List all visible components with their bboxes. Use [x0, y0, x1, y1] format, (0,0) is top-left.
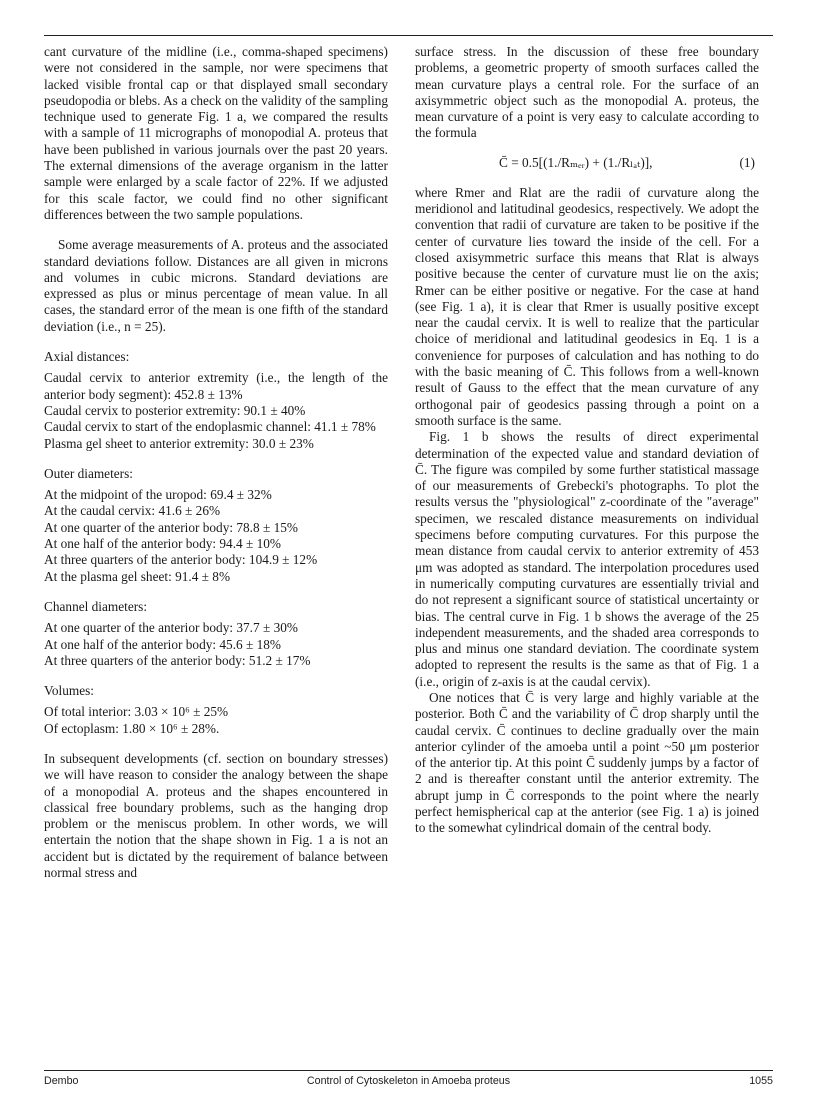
- list-item: Of total interior: 3.03 × 10⁶ ± 25%: [44, 704, 229, 720]
- list-item: At the caudal cervix: 41.6 ± 26%: [44, 503, 221, 519]
- channel-diameters-heading: Channel diameters:: [44, 598, 148, 614]
- list-item: Caudal cervix to anterior extremity (i.e., the length of the anterior body segment): 452.8 ± 13%: [44, 370, 388, 402]
- page-number: 1055: [749, 1075, 773, 1087]
- list-item: At one quarter of the anterior body: 78.8 ± 15%: [44, 519, 298, 535]
- footer-running-title: Control of Cytoskeleton in Amoeba proteus: [306, 1075, 511, 1087]
- footer-author: Dembo: [44, 1075, 79, 1087]
- equation-number: (1): [739, 154, 755, 170]
- list-item: At three quarters of the anterior body: 51.2 ± 17%: [44, 652, 311, 668]
- list-item: At three quarters of the anterior body: 104.9 ± 12%: [44, 552, 318, 568]
- list-item: At the midpoint of the uropod: 69.4 ± 32%: [44, 487, 272, 503]
- list-item: At the plasma gel sheet: 91.4 ± 8%: [44, 568, 231, 584]
- right-column: [415, 44, 759, 837]
- list-item: Of ectoplasm: 1.80 × 10⁶ ± 28%.: [44, 720, 220, 736]
- paragraph: cant curvature of the midline (i.e., comma-shaped specimens) were not considered in the sample, nor were specimens that lacked visible frontal cap or that displayed small secondary pseudopodia or blebs. As a check on the validity of the sampling technique used to generate Fig. 1 a, we compared the results with a sample of 11 micrographs of monopodial A. proteus that have been published in various journals over the past 20 years. The external dimensions of the average organism in the latter sample were enlarged by a scale factor of 22%. If we adjusted for this scale factor, we could find no other significant differences between the two sample populations.: [44, 44, 388, 222]
- paragraph: In subsequent developments (cf. section on boundary stresses) we will have reason to consider the analogy between the shape of a monopodial A. proteus and the shapes encountered in classical free boundary problems, such as the hanging drop problem or the meniscus problem. In other words, we will entertain the notion that the shape shown in Fig. 1 a is not an accident but is dictated by the requirement of balance between normal stress and: [44, 750, 388, 881]
- list-item: Caudal cervix to start of the endoplasmic channel: 41.1 ± 78%: [44, 419, 376, 435]
- paragraph: Some average measurements of A. proteus and the associated standard deviations follow. Distances are all given in microns and volumes in cubic microns. Standard deviations are expressed as plus or minus percentage of mean value. In all cases, the standard error of the mean is one fifth of the standard deviation (i.e., n = 25).: [44, 237, 388, 334]
- list-item: Caudal cervix to posterior extremity: 90.1 ± 40%: [44, 402, 306, 418]
- equation: [415, 142, 759, 180]
- footer-rule: [44, 1070, 773, 1071]
- volumes-heading: Volumes:: [44, 683, 94, 699]
- paragraph: where Rmer and Rlat are the radii of curvature along the meridionol and latitudinal geodesics, respectively. We adopt the convention that radii of curvature are taken to be positive if the center of curvature lies toward the inside of the cell. For a closed axisymmetric surface this means that Rlat is always positive because the center of curvature must lie on the axis; Rmer can be either positive or negative. For the case at hand (see Fig. 1 a), it is clear that Rmer is usually positive except near the caudal cervix. It is well to realize that the particular choice of meridional and latitudinal geodesics in Eq. 1 is a convenience for purposes of calculation and has nothing to do with the basic meaning of C̄. This follows from a well-known result of Gauss to the effect that the mean curvature of any orthogonal pair of geodesics passing through a point on a smooth surface is the same.: [415, 184, 759, 428]
- axial-distances-heading: Axial distances:: [44, 349, 130, 365]
- header-rule: [44, 35, 773, 36]
- outer-diameters-heading: Outer diameters:: [44, 465, 133, 481]
- list-item: At one half of the anterior body: 45.6 ± 18%: [44, 636, 281, 652]
- left-column: [44, 44, 388, 881]
- paragraph: surface stress. In the discussion of these free boundary problems, a geometric property of smooth surfaces called the mean curvature plays a central role. For the surface of an axisymmetric object such as the monopodial A. proteus, the mean curvature of a point is very easy to calculate according to the formula: [415, 44, 759, 141]
- list-item: Plasma gel sheet to anterior extremity: 30.0 ± 23%: [44, 435, 314, 451]
- paragraph: One notices that C̄ is very large and highly variable at the posterior. Both C̄ and the variability of C̄ drop sharply until the caudal cervix. C̄ continues to decline gradually over the main anterior cylinder of the amoeba until a point ~50 μm posterior of the anterior tip. At this point C̄ suddenly jumps by a factor of 2 and is thereafter constant until the anterior extremity. The abrupt jump in C̄ corresponds to the point where the nearly perfect hemispherical cap at the anterior (see Fig. 1 a) is joined to the somewhat cylindrical domain of the central body.: [415, 689, 759, 836]
- paragraph: Fig. 1 b shows the results of direct experimental determination of the expected value and standard deviation of C̄. The figure was compiled by some further statistical massage of our measurements of Grebecki's photographs. To plot the results versus the "physiological" z-coordinate of the "average" specimen, we rescaled distance measurements on individual specimens before computing curvatures. For this purpose the mean distance from caudal cervix to anterior extremity of 453 μm was adopted as standard. The interpolation procedures used in numerically computing curvatures are essentially trivial and do not represent a significant source of statistical uncertainty or bias. The central curve in Fig. 1 b shows the average of the 25 independent measurements, and the shaded area corresponds to plus and minus one standard deviation. The coordinate system adopted to represent the results is the same as that of Fig. 1 a (i.e., origin of z-axis is at the caudal cervix).: [415, 429, 759, 689]
- page-footer: [44, 1075, 773, 1093]
- equation-formula: C̄ = 0.5[(1./Rₘₑᵣ) + (1./Rₗₐₜ)],: [499, 154, 653, 170]
- list-item: At one half of the anterior body: 94.4 ± 10%: [44, 536, 281, 552]
- list-item: At one quarter of the anterior body: 37.7 ± 30%: [44, 620, 298, 636]
